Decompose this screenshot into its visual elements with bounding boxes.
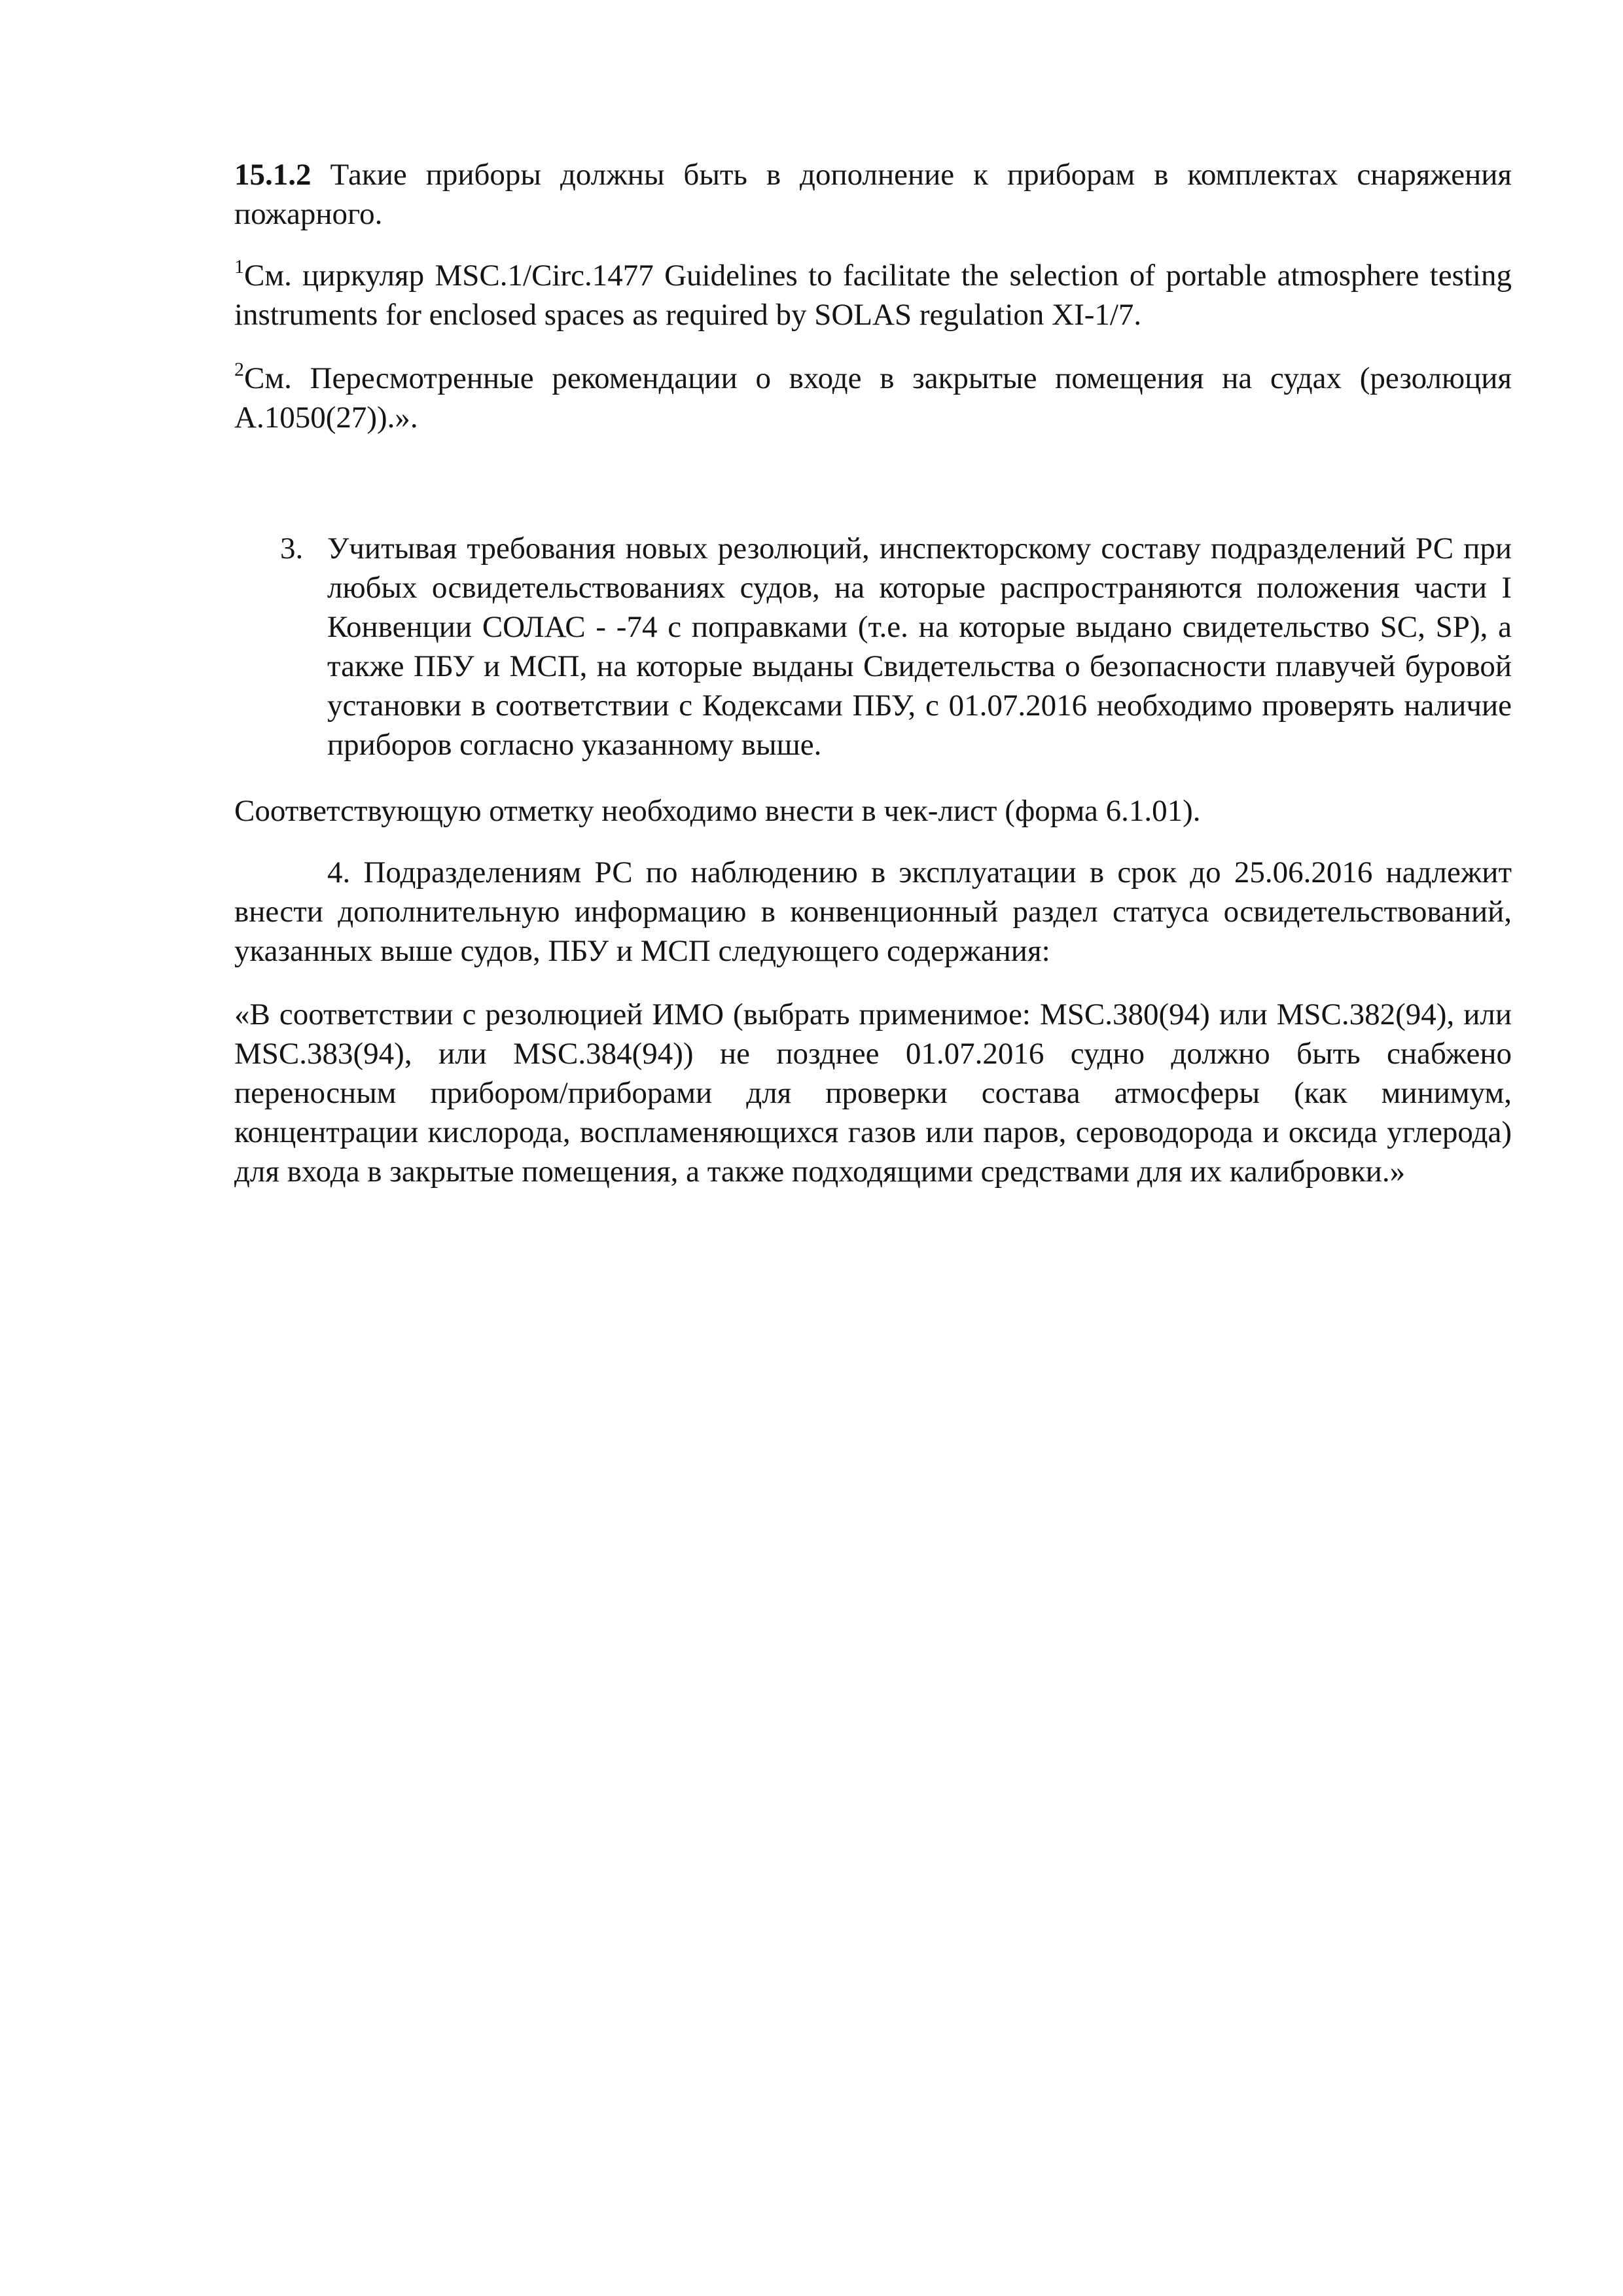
footnote-2-text: См. Пересмотренные рекомендации о входе в закрытые помещения на судах (резолюция А.1050(27)).». xyxy=(234,361,1512,435)
list-item-3-number: 3. xyxy=(280,531,304,565)
footnote-1-text: См. циркуляр MSC.1/Circ.1477 Guidelines to facilitate the selection of portable atmosphere testing instruments for enclosed spaces as required by SOLAS regulation XI-1/7. xyxy=(234,259,1512,332)
footnote-1 xyxy=(234,256,1512,334)
paragraph-item-4: 4. Подразделениям РС по наблюдению в эксплуатации в срок до 25.06.2016 надлежит внести дополнительную информацию в конвенционный раздел статуса освидетельствований, указанных выше судов, ПБУ и МСП следующего содержания: xyxy=(234,855,1512,968)
section-15-1-2 xyxy=(234,155,1512,234)
checklist-note: Соответствующую отметку необходимо внести в чек-лист (форма 6.1.01). xyxy=(234,794,1201,828)
footnote-1-mark: 1 xyxy=(234,256,244,278)
quote-paragraph: «В соответствии с резолюцией ИМО (выбрать применимое: MSC.380(94) или MSC.382(94), или MSC.383(94), или MSC.384(94)) не позднее 01.07.2016 судно должно быть снабжено переносным прибором/приборами для проверки состава атмосферы (как минимум, концентрации кислорода, воспламеняющихся газов или паров, сероводорода и оксида углерода) для входа в закрытые помещения, а также подходящими средствами для их калибровки.» xyxy=(234,997,1512,1189)
footnote-2-mark: 2 xyxy=(234,359,244,381)
section-number: 15.1.2 xyxy=(234,158,312,192)
footnote-2 xyxy=(234,359,1512,437)
section-text: Такие приборы должны быть в дополнение к приборам в комплектах снаряжения пожарного. xyxy=(234,158,1512,231)
list-item-3-text: Учитывая требования новых резолюций, инспекторскому составу подразделений РС при любых освидетельствованиях судов, на которые распространяются положения части I Конвенции СОЛАС - -74 с поправками (т.е. на которые выдано свидетельство SC, SP), а также ПБУ и МСП, на которые выданы Свидетельства о безопасности плавучей буровой установки в соответствии с Кодексами ПБУ, с 01.07.2016 необходимо проверять наличие приборов согласно указанному выше. xyxy=(327,531,1512,762)
list-item-3 xyxy=(280,529,1512,764)
